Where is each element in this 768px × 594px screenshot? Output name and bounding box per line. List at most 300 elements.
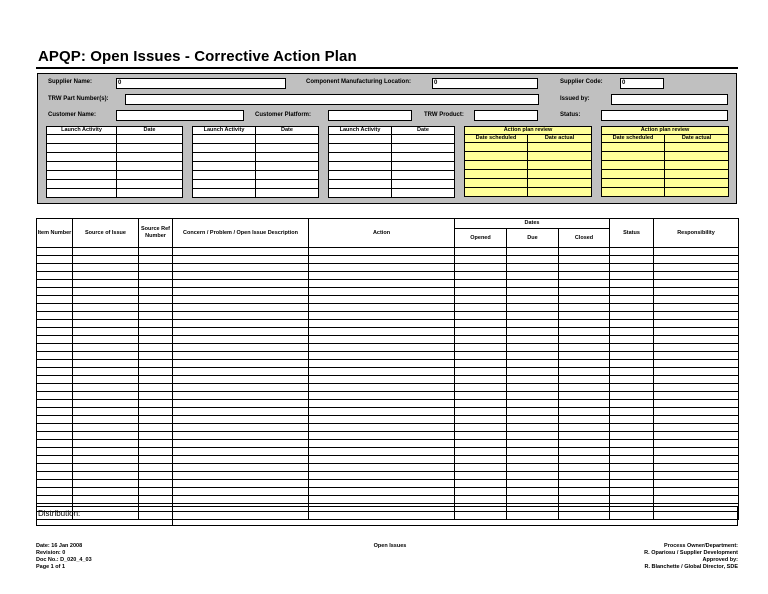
table-cell[interactable]: [559, 480, 610, 488]
table-cell[interactable]: [559, 392, 610, 400]
table-cell[interactable]: [654, 280, 739, 288]
table-cell[interactable]: [392, 162, 455, 171]
table-cell[interactable]: [455, 272, 507, 280]
table-cell[interactable]: [392, 153, 455, 162]
supplier-name-field[interactable]: 0: [116, 78, 286, 89]
table-cell[interactable]: [654, 392, 739, 400]
status-field[interactable]: [601, 110, 728, 121]
table-cell[interactable]: [173, 472, 309, 480]
table-cell[interactable]: [610, 456, 654, 464]
table-cell[interactable]: [455, 464, 507, 472]
table-cell[interactable]: [610, 288, 654, 296]
table-cell[interactable]: [73, 440, 139, 448]
table-cell[interactable]: [47, 171, 117, 180]
table-cell[interactable]: [309, 392, 455, 400]
table-cell[interactable]: [139, 408, 173, 416]
table-cell[interactable]: [139, 288, 173, 296]
table-cell[interactable]: [73, 360, 139, 368]
table-cell[interactable]: [256, 153, 319, 162]
table-cell[interactable]: [47, 153, 117, 162]
table-cell[interactable]: [139, 440, 173, 448]
table-cell[interactable]: [455, 496, 507, 504]
table-cell[interactable]: [559, 496, 610, 504]
table-cell[interactable]: [37, 264, 73, 272]
table-cell[interactable]: [309, 296, 455, 304]
table-cell[interactable]: [455, 488, 507, 496]
table-cell[interactable]: [73, 448, 139, 456]
table-cell[interactable]: [654, 312, 739, 320]
table-cell[interactable]: [193, 189, 256, 198]
table-cell[interactable]: [256, 135, 319, 144]
table-cell[interactable]: [654, 296, 739, 304]
table-cell[interactable]: [37, 248, 73, 256]
table-cell[interactable]: [139, 264, 173, 272]
table-cell[interactable]: [173, 432, 309, 440]
table-cell[interactable]: [37, 344, 73, 352]
table-cell[interactable]: [392, 171, 455, 180]
table-cell[interactable]: [654, 488, 739, 496]
table-cell[interactable]: [665, 188, 729, 197]
table-cell[interactable]: [610, 392, 654, 400]
table-cell[interactable]: [610, 280, 654, 288]
table-cell[interactable]: [73, 344, 139, 352]
table-cell[interactable]: [73, 384, 139, 392]
table-cell[interactable]: [559, 448, 610, 456]
table-cell[interactable]: [173, 320, 309, 328]
table-cell[interactable]: [455, 472, 507, 480]
table-cell[interactable]: [139, 304, 173, 312]
table-cell[interactable]: [559, 376, 610, 384]
table-cell[interactable]: [654, 496, 739, 504]
table-cell[interactable]: [528, 179, 592, 188]
table-cell[interactable]: [507, 376, 559, 384]
table-cell[interactable]: [139, 312, 173, 320]
table-cell[interactable]: [455, 440, 507, 448]
table-cell[interactable]: [37, 336, 73, 344]
table-cell[interactable]: [329, 135, 392, 144]
table-cell[interactable]: [507, 464, 559, 472]
table-cell[interactable]: [139, 496, 173, 504]
table-cell[interactable]: [654, 472, 739, 480]
table-cell[interactable]: [654, 384, 739, 392]
table-cell[interactable]: [610, 440, 654, 448]
table-cell[interactable]: [602, 152, 665, 161]
table-cell[interactable]: [173, 288, 309, 296]
table-cell[interactable]: [193, 135, 256, 144]
table-cell[interactable]: [139, 456, 173, 464]
table-cell[interactable]: [559, 296, 610, 304]
table-cell[interactable]: [37, 408, 73, 416]
table-cell[interactable]: [309, 256, 455, 264]
table-cell[interactable]: [559, 368, 610, 376]
table-cell[interactable]: [654, 256, 739, 264]
table-cell[interactable]: [455, 392, 507, 400]
table-cell[interactable]: [47, 162, 117, 171]
table-cell[interactable]: [507, 344, 559, 352]
table-cell[interactable]: [309, 360, 455, 368]
table-cell[interactable]: [139, 384, 173, 392]
table-cell[interactable]: [309, 280, 455, 288]
table-cell[interactable]: [173, 328, 309, 336]
table-cell[interactable]: [117, 153, 183, 162]
table-cell[interactable]: [507, 416, 559, 424]
table-cell[interactable]: [73, 488, 139, 496]
table-cell[interactable]: [654, 456, 739, 464]
table-cell[interactable]: [610, 448, 654, 456]
table-cell[interactable]: [610, 416, 654, 424]
table-cell[interactable]: [73, 456, 139, 464]
issued-by-field[interactable]: [611, 94, 728, 105]
table-cell[interactable]: [610, 360, 654, 368]
table-cell[interactable]: [73, 392, 139, 400]
table-cell[interactable]: [173, 488, 309, 496]
table-cell[interactable]: [37, 328, 73, 336]
table-cell[interactable]: [455, 448, 507, 456]
table-cell[interactable]: [309, 384, 455, 392]
table-cell[interactable]: [173, 448, 309, 456]
table-cell[interactable]: [455, 280, 507, 288]
table-cell[interactable]: [139, 344, 173, 352]
table-cell[interactable]: [654, 424, 739, 432]
table-cell[interactable]: [173, 352, 309, 360]
table-cell[interactable]: [654, 360, 739, 368]
table-cell[interactable]: [37, 288, 73, 296]
table-cell[interactable]: [559, 328, 610, 336]
supplier-code-field[interactable]: 0: [620, 78, 664, 89]
table-cell[interactable]: [73, 328, 139, 336]
table-cell[interactable]: [654, 344, 739, 352]
table-cell[interactable]: [309, 272, 455, 280]
table-cell[interactable]: [455, 352, 507, 360]
table-cell[interactable]: [392, 189, 455, 198]
table-cell[interactable]: [559, 456, 610, 464]
table-cell[interactable]: [507, 392, 559, 400]
table-cell[interactable]: [559, 256, 610, 264]
table-cell[interactable]: [602, 179, 665, 188]
table-cell[interactable]: [173, 336, 309, 344]
table-cell[interactable]: [528, 170, 592, 179]
table-cell[interactable]: [610, 432, 654, 440]
table-cell[interactable]: [465, 179, 528, 188]
table-cell[interactable]: [610, 352, 654, 360]
table-cell[interactable]: [309, 480, 455, 488]
table-cell[interactable]: [309, 496, 455, 504]
table-cell[interactable]: [559, 248, 610, 256]
table-cell[interactable]: [73, 416, 139, 424]
table-cell[interactable]: [73, 280, 139, 288]
table-cell[interactable]: [559, 360, 610, 368]
table-cell[interactable]: [173, 264, 309, 272]
table-cell[interactable]: [455, 432, 507, 440]
table-cell[interactable]: [455, 264, 507, 272]
table-cell[interactable]: [139, 488, 173, 496]
table-cell[interactable]: [610, 472, 654, 480]
table-cell[interactable]: [507, 480, 559, 488]
table-cell[interactable]: [309, 464, 455, 472]
table-cell[interactable]: [455, 424, 507, 432]
table-cell[interactable]: [654, 432, 739, 440]
table-cell[interactable]: [117, 144, 183, 153]
table-cell[interactable]: [139, 272, 173, 280]
table-cell[interactable]: [73, 296, 139, 304]
table-cell[interactable]: [173, 376, 309, 384]
trw-product-field[interactable]: [474, 110, 538, 121]
table-cell[interactable]: [37, 456, 73, 464]
table-cell[interactable]: [173, 296, 309, 304]
table-cell[interactable]: [47, 135, 117, 144]
table-cell[interactable]: [559, 472, 610, 480]
table-cell[interactable]: [37, 488, 73, 496]
table-cell[interactable]: [37, 472, 73, 480]
table-cell[interactable]: [559, 440, 610, 448]
table-cell[interactable]: [309, 400, 455, 408]
table-cell[interactable]: [329, 180, 392, 189]
table-cell[interactable]: [73, 304, 139, 312]
table-cell[interactable]: [654, 440, 739, 448]
table-cell[interactable]: [455, 256, 507, 264]
table-cell[interactable]: [602, 161, 665, 170]
table-cell[interactable]: [139, 464, 173, 472]
table-cell[interactable]: [73, 248, 139, 256]
table-cell[interactable]: [610, 344, 654, 352]
table-cell[interactable]: [139, 328, 173, 336]
table-cell[interactable]: [139, 400, 173, 408]
table-cell[interactable]: [309, 416, 455, 424]
table-cell[interactable]: [139, 368, 173, 376]
table-cell[interactable]: [329, 189, 392, 198]
table-cell[interactable]: [139, 432, 173, 440]
table-cell[interactable]: [47, 189, 117, 198]
table-cell[interactable]: [654, 336, 739, 344]
table-cell[interactable]: [665, 179, 729, 188]
table-cell[interactable]: [37, 296, 73, 304]
table-cell[interactable]: [610, 496, 654, 504]
table-cell[interactable]: [73, 312, 139, 320]
table-cell[interactable]: [455, 248, 507, 256]
table-cell[interactable]: [665, 170, 729, 179]
table-cell[interactable]: [610, 376, 654, 384]
table-cell[interactable]: [465, 152, 528, 161]
table-cell[interactable]: [139, 352, 173, 360]
table-cell[interactable]: [117, 135, 183, 144]
table-cell[interactable]: [559, 464, 610, 472]
table-cell[interactable]: [73, 336, 139, 344]
table-cell[interactable]: [73, 376, 139, 384]
table-cell[interactable]: [465, 188, 528, 197]
table-cell[interactable]: [559, 400, 610, 408]
table-cell[interactable]: [507, 256, 559, 264]
table-cell[interactable]: [37, 376, 73, 384]
table-cell[interactable]: [329, 153, 392, 162]
table-cell[interactable]: [665, 161, 729, 170]
table-cell[interactable]: [37, 448, 73, 456]
table-cell[interactable]: [173, 272, 309, 280]
table-cell[interactable]: [507, 400, 559, 408]
table-cell[interactable]: [256, 180, 319, 189]
component-location-field[interactable]: 0: [432, 78, 538, 89]
table-cell[interactable]: [465, 170, 528, 179]
table-cell[interactable]: [507, 408, 559, 416]
table-cell[interactable]: [37, 256, 73, 264]
table-cell[interactable]: [654, 264, 739, 272]
table-cell[interactable]: [309, 376, 455, 384]
table-cell[interactable]: [309, 456, 455, 464]
table-cell[interactable]: [610, 320, 654, 328]
table-cell[interactable]: [507, 272, 559, 280]
table-cell[interactable]: [37, 480, 73, 488]
table-cell[interactable]: [37, 416, 73, 424]
table-cell[interactable]: [507, 264, 559, 272]
table-cell[interactable]: [507, 448, 559, 456]
table-cell[interactable]: [139, 472, 173, 480]
table-cell[interactable]: [37, 304, 73, 312]
table-cell[interactable]: [654, 480, 739, 488]
table-cell[interactable]: [559, 352, 610, 360]
table-cell[interactable]: [309, 336, 455, 344]
table-cell[interactable]: [37, 496, 73, 504]
table-cell[interactable]: [139, 480, 173, 488]
table-cell[interactable]: [610, 304, 654, 312]
table-cell[interactable]: [455, 336, 507, 344]
table-cell[interactable]: [309, 440, 455, 448]
table-cell[interactable]: [559, 312, 610, 320]
table-cell[interactable]: [73, 368, 139, 376]
table-cell[interactable]: [455, 480, 507, 488]
table-cell[interactable]: [139, 296, 173, 304]
table-cell[interactable]: [392, 135, 455, 144]
table-cell[interactable]: [507, 456, 559, 464]
table-cell[interactable]: [507, 368, 559, 376]
table-cell[interactable]: [73, 264, 139, 272]
table-cell[interactable]: [610, 264, 654, 272]
table-cell[interactable]: [559, 408, 610, 416]
table-cell[interactable]: [507, 312, 559, 320]
table-cell[interactable]: [465, 161, 528, 170]
table-cell[interactable]: [73, 472, 139, 480]
table-cell[interactable]: [309, 448, 455, 456]
table-cell[interactable]: [173, 384, 309, 392]
table-cell[interactable]: [139, 376, 173, 384]
table-cell[interactable]: [455, 296, 507, 304]
table-cell[interactable]: [37, 464, 73, 472]
table-cell[interactable]: [173, 424, 309, 432]
table-cell[interactable]: [559, 384, 610, 392]
table-cell[interactable]: [610, 480, 654, 488]
table-cell[interactable]: [654, 272, 739, 280]
table-cell[interactable]: [602, 170, 665, 179]
table-cell[interactable]: [37, 424, 73, 432]
table-cell[interactable]: [507, 496, 559, 504]
table-cell[interactable]: [455, 312, 507, 320]
table-cell[interactable]: [654, 408, 739, 416]
table-cell[interactable]: [73, 352, 139, 360]
table-cell[interactable]: [193, 171, 256, 180]
table-cell[interactable]: [117, 162, 183, 171]
table-cell[interactable]: [528, 143, 592, 152]
table-cell[interactable]: [610, 368, 654, 376]
table-cell[interactable]: [559, 288, 610, 296]
table-cell[interactable]: [193, 162, 256, 171]
table-cell[interactable]: [193, 153, 256, 162]
table-cell[interactable]: [309, 312, 455, 320]
table-cell[interactable]: [610, 488, 654, 496]
table-cell[interactable]: [654, 352, 739, 360]
table-cell[interactable]: [309, 288, 455, 296]
table-cell[interactable]: [37, 272, 73, 280]
table-cell[interactable]: [139, 256, 173, 264]
table-cell[interactable]: [559, 432, 610, 440]
customer-name-field[interactable]: [116, 110, 244, 121]
table-cell[interactable]: [610, 400, 654, 408]
table-cell[interactable]: [173, 400, 309, 408]
table-cell[interactable]: [73, 272, 139, 280]
table-cell[interactable]: [610, 408, 654, 416]
table-cell[interactable]: [507, 248, 559, 256]
table-cell[interactable]: [507, 488, 559, 496]
table-cell[interactable]: [455, 416, 507, 424]
trw-part-field[interactable]: [125, 94, 539, 105]
table-cell[interactable]: [507, 360, 559, 368]
table-cell[interactable]: [193, 180, 256, 189]
table-cell[interactable]: [610, 256, 654, 264]
table-cell[interactable]: [173, 312, 309, 320]
table-cell[interactable]: [610, 464, 654, 472]
table-cell[interactable]: [139, 320, 173, 328]
table-cell[interactable]: [173, 304, 309, 312]
table-cell[interactable]: [559, 304, 610, 312]
table-cell[interactable]: [665, 152, 729, 161]
table-cell[interactable]: [610, 328, 654, 336]
table-cell[interactable]: [47, 144, 117, 153]
table-cell[interactable]: [507, 472, 559, 480]
table-cell[interactable]: [528, 152, 592, 161]
table-cell[interactable]: [507, 320, 559, 328]
table-cell[interactable]: [309, 352, 455, 360]
table-cell[interactable]: [559, 424, 610, 432]
table-cell[interactable]: [654, 320, 739, 328]
table-cell[interactable]: [309, 264, 455, 272]
table-cell[interactable]: [173, 496, 309, 504]
table-cell[interactable]: [559, 416, 610, 424]
table-cell[interactable]: [193, 144, 256, 153]
table-cell[interactable]: [559, 272, 610, 280]
table-cell[interactable]: [37, 352, 73, 360]
table-cell[interactable]: [559, 264, 610, 272]
table-cell[interactable]: [528, 161, 592, 170]
table-cell[interactable]: [309, 472, 455, 480]
table-cell[interactable]: [309, 488, 455, 496]
table-cell[interactable]: [610, 296, 654, 304]
table-cell[interactable]: [309, 424, 455, 432]
table-cell[interactable]: [309, 408, 455, 416]
table-cell[interactable]: [455, 376, 507, 384]
table-cell[interactable]: [559, 280, 610, 288]
table-cell[interactable]: [455, 304, 507, 312]
table-cell[interactable]: [329, 171, 392, 180]
table-cell[interactable]: [73, 400, 139, 408]
table-cell[interactable]: [455, 328, 507, 336]
customer-platform-field[interactable]: [328, 110, 412, 121]
table-cell[interactable]: [139, 360, 173, 368]
table-cell[interactable]: [654, 376, 739, 384]
table-cell[interactable]: [37, 400, 73, 408]
table-cell[interactable]: [117, 180, 183, 189]
table-cell[interactable]: [173, 392, 309, 400]
table-cell[interactable]: [256, 171, 319, 180]
table-cell[interactable]: [37, 368, 73, 376]
table-cell[interactable]: [173, 440, 309, 448]
table-cell[interactable]: [610, 384, 654, 392]
